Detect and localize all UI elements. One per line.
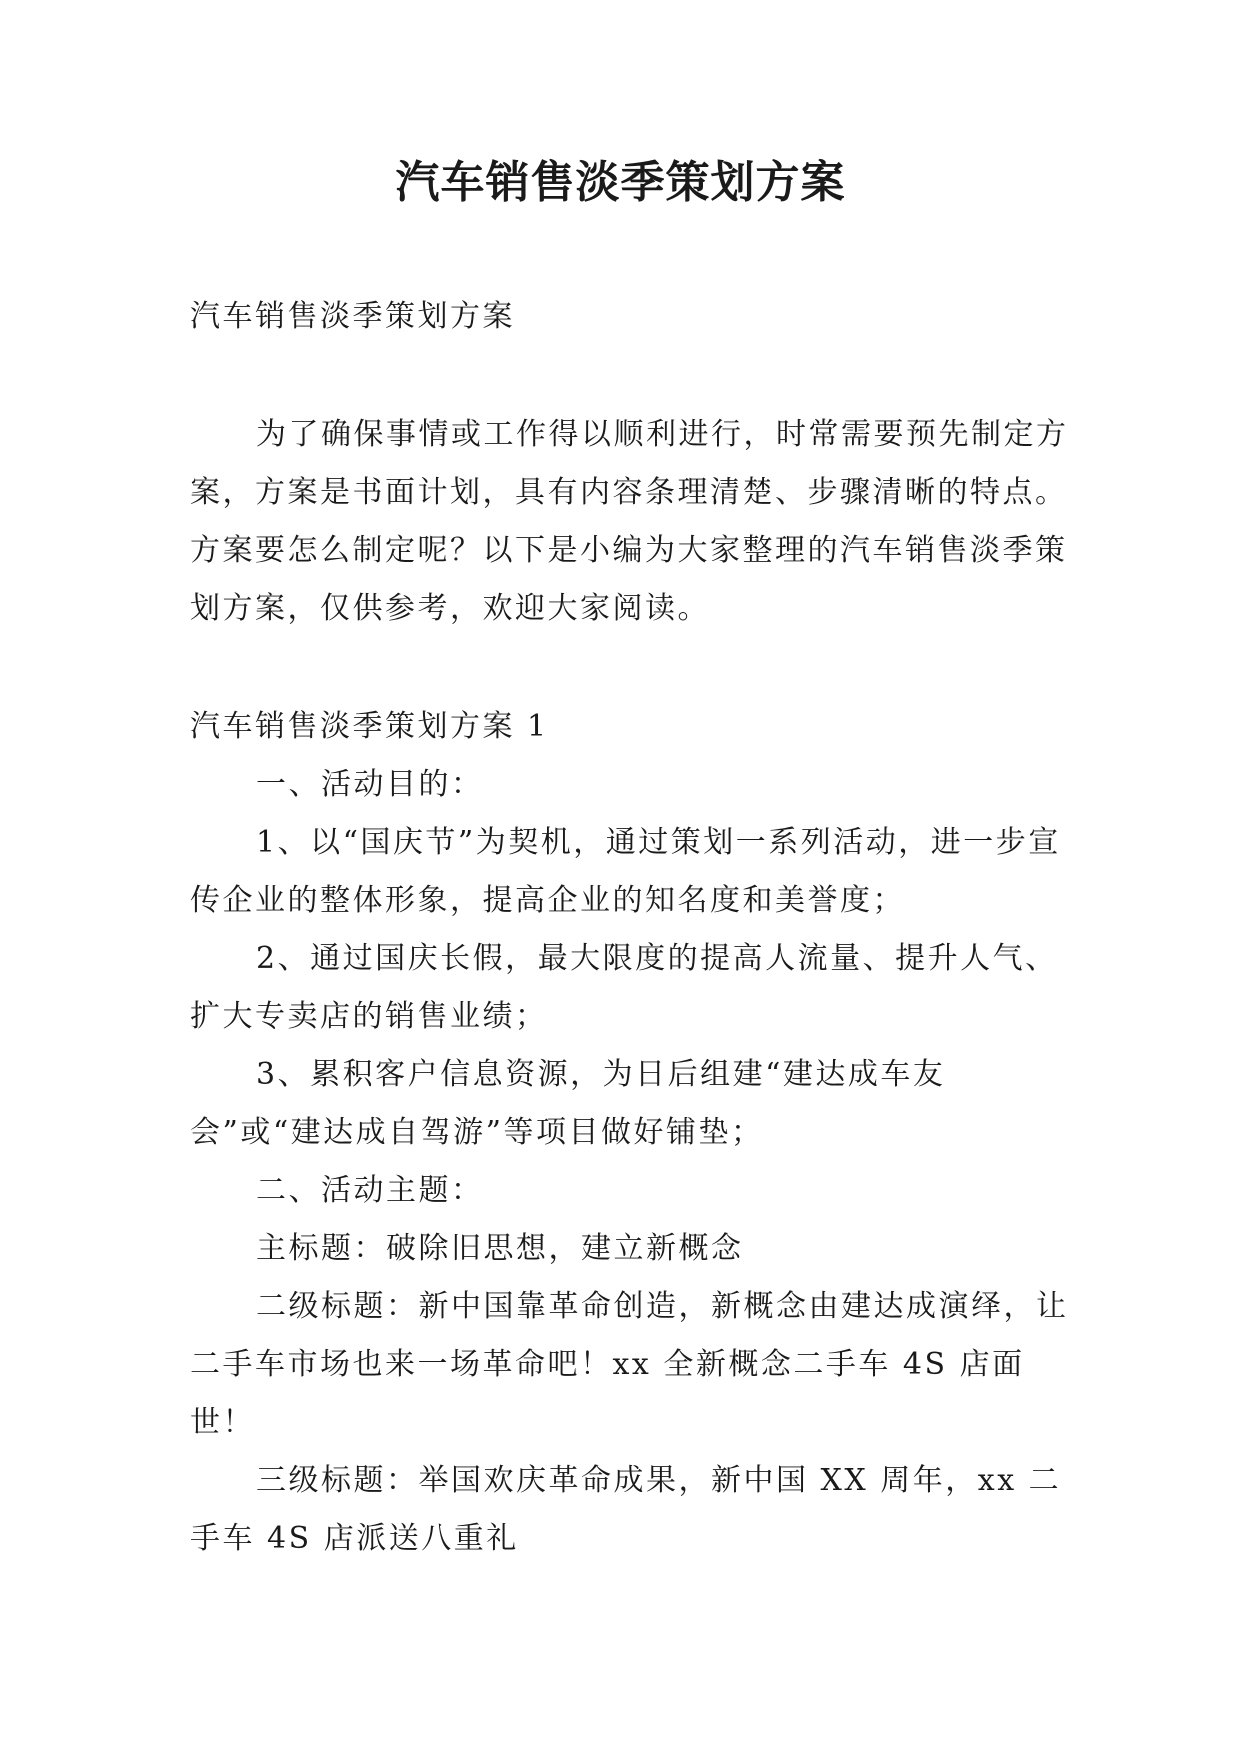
goal-item-1: 1、以“国庆节”为契机，通过策划一系列活动，进一步宣传企业的整体形象，提高企业的知名度和美誉度； <box>190 825 1061 918</box>
activity-purpose-heading: 一、活动目的： <box>256 767 484 802</box>
goal-item-2: 2、通过国庆长假，最大限度的提高人流量、提升人气、扩大专卖店的销售业绩； <box>190 941 1058 1034</box>
document-subtitle: 汽车销售淡季策划方案 <box>190 299 515 334</box>
third-title-line: 三级标题：举国欢庆革命成果，新中国 XX 周年，xx 二手车 4S 店派送八重礼 <box>190 1463 1062 1556</box>
intro-paragraph: 为了确保事情或工作得以顺利进行，时常需要预先制定方案，方案是书面计划，具有内容条理清楚、步骤清晰的特点。方案要怎么制定呢？以下是小编为大家整理的汽车销售淡季策划方案，仅供参考，欢迎大家阅读。 <box>190 417 1069 626</box>
section-heading: 汽车销售淡季策划方案 1 <box>190 709 549 744</box>
goal-item-3: 3、累积客户信息资源，为日后组建“建达成车友会”或“建达成自驾游”等项目做好铺垫； <box>190 1057 946 1150</box>
activity-theme-heading: 二、活动主题： <box>256 1173 484 1208</box>
main-title-line: 主标题：破除旧思想，建立新概念 <box>256 1231 744 1266</box>
document-title: 汽车销售淡季策划方案 <box>395 157 846 208</box>
second-title-line: 二级标题：新中国靠革命创造，新概念由建达成演绎，让二手车市场也来一场革命吧！xx 全新概念二手车 4S 店面世！ <box>190 1289 1069 1440</box>
section-1 <box>190 698 1070 1568</box>
